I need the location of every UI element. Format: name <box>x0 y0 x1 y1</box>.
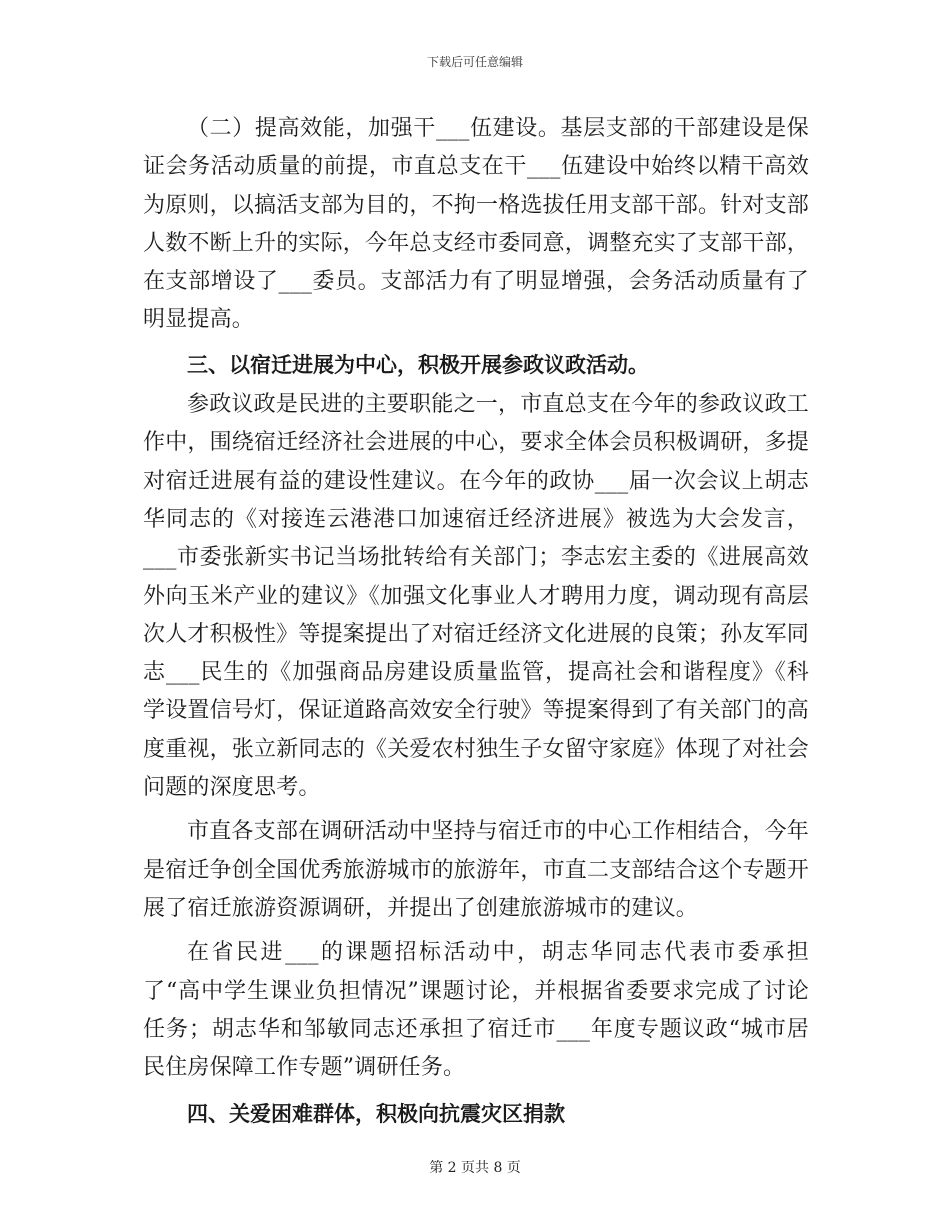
paragraph-political-participation <box>143 386 809 807</box>
fill-in-blank: ___ <box>435 116 470 141</box>
fill-in-blank: ___ <box>278 269 313 295</box>
text-segment: 年度专题议政“城市居民住房保障工作专题”调研任务。 <box>143 1016 810 1081</box>
page-footer: 第 2 页共 8 页 <box>429 1160 521 1176</box>
text-segment: 伍建设中始终以精干高效为原则，以搞活支部为目的，不拘一格选拔任用支部干部。针对支部人数不断上升的实际，今年总支经市委同意，调整充实了支部干部，在支部增设了 <box>143 154 810 295</box>
text-segment: 市委张新实书记当场批转给有关部门；李志宏主委的《进展高效外向玉米产业的建议》《加强文化事业人才聘用力度，调动现有高层次人才积极性》等提案提出了对宿迁经济文化进展的良策；孙友军同志 <box>143 545 810 686</box>
fill-in-blank: ___ <box>556 1016 591 1042</box>
fill-in-blank: ___ <box>143 545 177 571</box>
text-segment: 的课题招标活动中，胡志华同志代表市委承担了“高中学生课业负担情况”课题讨论，并根据省委要求完成了讨论任务；胡志华和邹敏同志还承担了宿迁市 <box>143 940 809 1042</box>
text-segment: 在省民进 <box>187 940 286 966</box>
section-heading-4: 四、关爱困难群体，积极向抗震灾区捐款 <box>187 1102 565 1127</box>
page-header: 下载后可任意编辑 <box>426 55 523 69</box>
paragraph-branch-research: 市直各支部在调研活动中坚持与宿迁市的中心工作相结合，今年是宿迁争创全国优秀旅游城市的旅游年，市直二支部结合这个专题开展了宿迁旅游资源调研，并提出了创建旅游城市的建议。 <box>143 819 810 921</box>
paragraph-cadre-building <box>143 110 809 340</box>
fill-in-blank: ___ <box>285 940 319 966</box>
fill-in-blank: ___ <box>594 468 629 494</box>
paragraph-research-projects <box>143 934 809 1087</box>
fill-in-blank: ___ <box>526 154 561 180</box>
section-heading-3: 三、以宿迁进展为中心，积极开展参政议政活动。 <box>187 352 649 377</box>
text-segment: 届一次会议上胡志华同志的《对接连云港港口加速宿迁经济进展》被选为大会发言， <box>143 468 809 532</box>
document-body <box>143 110 809 1134</box>
text-segment: 委员。支部活力有了明显增强，会务活动质量有了明显提高。 <box>143 269 809 333</box>
text-segment: 伍建设。基层支部的干部建设是保证会务活动质量的前提，市直总支在干 <box>143 116 809 180</box>
text-segment: 参政议政是民进的主要职能之一，市直总支在今年的参政议政工作中，围绕宿迁经济社会进展的中心，要求全体会员积极调研，多提对宿迁进展有益的建设性建议。在今年的政协 <box>143 392 810 494</box>
fill-in-blank: ___ <box>165 660 200 686</box>
text-segment: 民生的《加强商品房建设质量监管，提高社会和谐程度》《科学设置信号灯，保证道路高效安全行驶》等提案得到了有关部门的高度重视，张立新同志的《关爱农村独生子女留守家庭》体现了对社会问题的深度思考。 <box>143 660 810 801</box>
text-segment: （二）提高效能，加强干 <box>187 116 436 141</box>
